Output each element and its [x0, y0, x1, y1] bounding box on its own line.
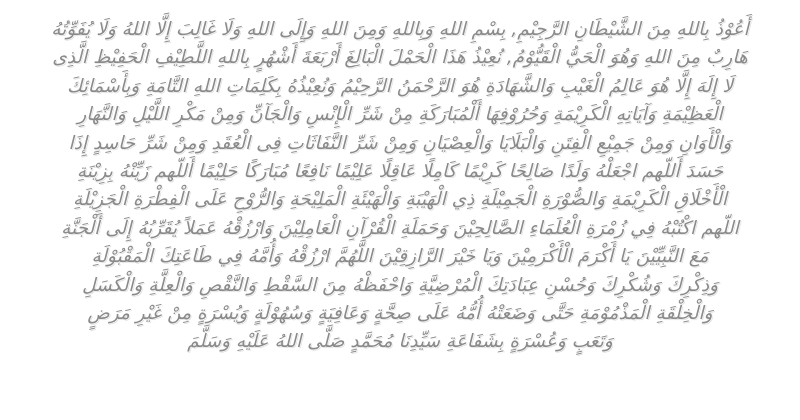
- arabic-text-line: الْعَظِيْمَةِ وَآيَاتِهِ الْكَرِيْمَةِ وَحُرُوْفِهَا أَلْمُبَارَكَةِ مِنْ شَرِّ الْإِنْسِ وَالْجَآنِّ وَمِنْ مَكْرِ اللَّيْلِ وَالنَّهَارِ: [77, 104, 723, 126]
- arabic-text-line: هَارِبٌ مِنَ اللهِ وَهُوَ الْحَيُّ الْقَيُّوْمُ, نُعِيْذُ هَذَا الْحَمْلَ الْبَالِغَ أَرْبَعَةَ أَشْهُرٍ بِاللهِ اللَّطِيْفِ الْحَفِيْظِ الَّذِى: [52, 47, 748, 69]
- arabic-text-line: وَذِكْرِكَ وَشُكْرِكَ وَحُسْنِ عِبَادَتِكَ الْمُرْضِيَّةِ وَاحْفَظْهُ مِنَ السَّقْطِ وَالنَّقْصِ وَالْعِلَّةِ وَالْكَسَلِ: [81, 274, 719, 296]
- arabic-text-line: الْأَخْلَاقِ الْكَرِيْمَةِ وَالصُّوْرَةِ الْجَمِيْلَةِ ذِي الْهَيْبَةِ وَالْهَيْئَةِ الْمَلِيْحَةِ وَالرُّوْحِ عَلَى الْفِطْرَةِ الْجَزِيْلَةِ: [72, 189, 728, 211]
- arabic-text-line: وَتَعَبٍ وَعُسْرَةٍ بِشَفَاعَةِ سَيِّدِنَا مُحَمَّدٍ صَلَّى اللهُ عَلَيْهِ وَسَلَّمَ: [187, 331, 613, 353]
- arabic-text-line: مَعَ النَّبِيِّيْنَ يَا أَكْرَمَ الْأَكْرَمِيْنَ وَيَا خَيْرَ الرَّازِقِيْنَ اللَّهُمَّ ارْزُقْهُ وَأُمَّهُ فِي طَاعَتِكَ الْمَقْبُوْلَةِ: [91, 246, 709, 268]
- arabic-text-line: أَعُوْذُ بِاللهِ مِنَ الشَّيْطَانِ الرَّجِيْمِ, بِسْمِ اللهِ وَبِاللهِ وَمِنَ اللهِ وَإِلَى اللهِ وَلَا غَالِبَ إِلَّا اللهُ وَلَا يُفَوِّتُهُ: [51, 19, 749, 40]
- arabic-text-line: اللّهم اكْتُبْهُ فِي زُمْرَةِ الْعُلَمَاءِ الصَّالِحِيْنَ وَحَمَلَةِ الْقُرْآنِ الْعَامِلِيْنَ وَارْزُقْهُ عَمَلاً يُقَرِّبُهُ إِلَى أَلْجَنَّةِ: [61, 217, 739, 239]
- arabic-text-line: حَسَدَ أَللّهم اجْعَلْهُ وَلَدًا صَالِحًا كَرِيْمًا كَامِلًا عَاقِلًا عَلِيْمًا نَافِعًا مُبَارَكًا حَلِيْمًا أَللّهم زَيِّنْهُ بِزِيْنَةِ: [76, 161, 724, 183]
- arabic-text-line: وَالْأَوَانِ وَمِنْ جَمِيْعِ الْفِتَنِ وَالْبَلَايَا وَالْعِصْيَانِ وَمِنْ شَرِّ النَّفَاثَاتِ فِى الْعُقَدِ وَمِنْ شَرِّ حَاسِدٍ إِذَا: [68, 132, 732, 154]
- arabic-text-line: وَالْخِلْقَةِ الْمَذْمُوْمَةِ حَتَّى وَضَعَتْهُ أُمُّهُ عَلَى صِحَّةٍ وَعَافِيَةٍ وَسُهُوْلَةٍ وَيُسْرَةٍ مِنْ غَيْرِ مَرَضٍ: [87, 303, 713, 325]
- arabic-text-line: لَا إِلَهَ إِلَّا هُوَ عَالِمُ الْغَيْبِ وَالشَّهَادَةِ هُوَ الرَّحْمَنُ الرَّحِيْمُ وَنُعِيْذُهُ بِكَلِمَاتِ اللهِ التَّامَةِ وَبِأَسْمَائِكَ: [67, 75, 733, 97]
- prayer-text-block: [6, 16, 794, 357]
